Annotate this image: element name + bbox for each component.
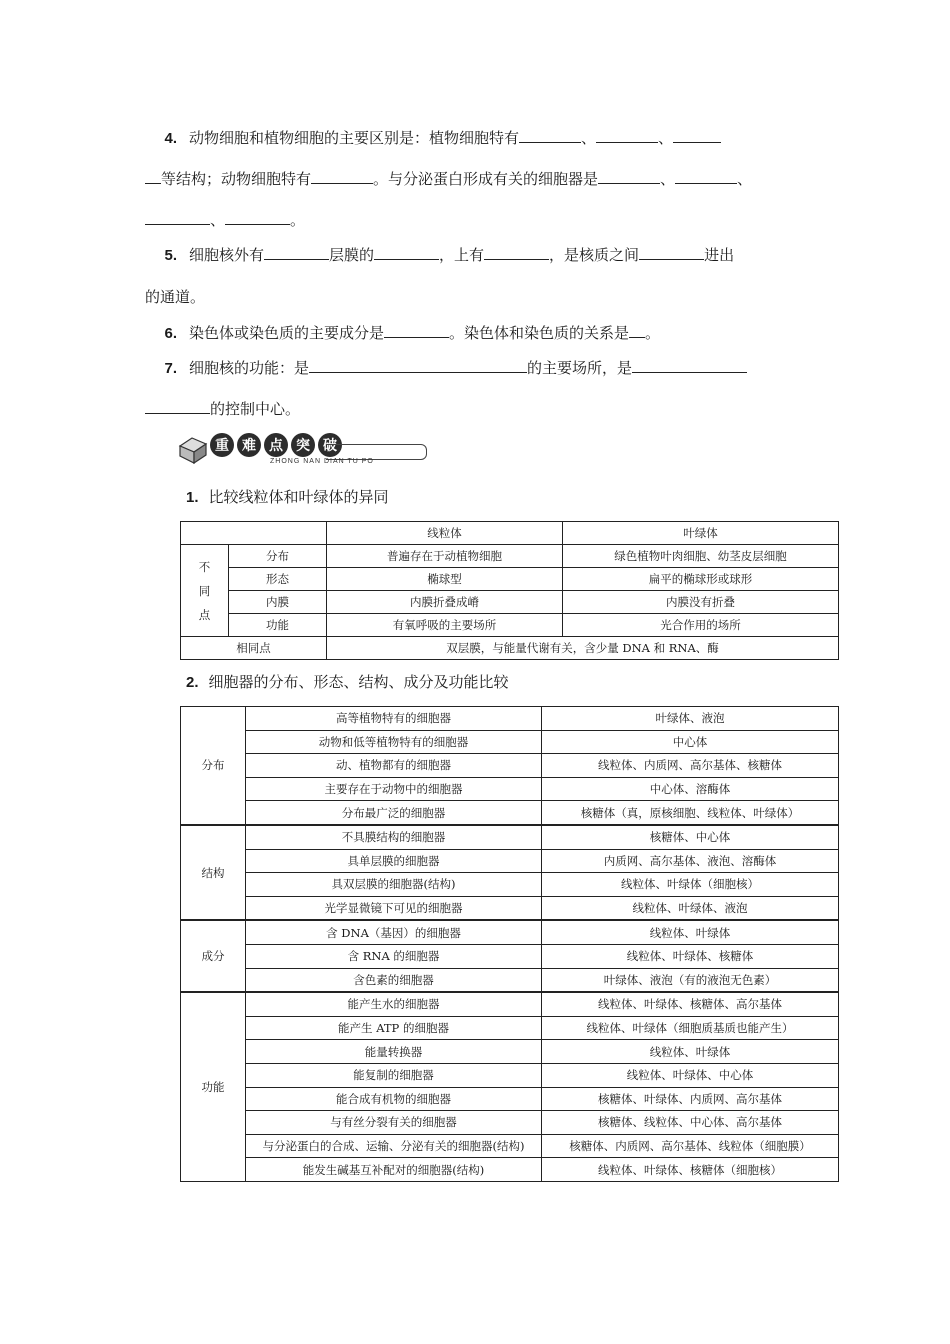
table-cell: 含 DNA（基因）的细胞器 [246,920,542,944]
blank[interactable] [632,358,747,373]
blank[interactable] [225,210,290,225]
table-cell: 核糖体（真，原核细胞、线粒体、叶绿体） [542,801,839,825]
diff-label: 不 同 点 [181,545,229,637]
table-cell: 中心体 [542,730,839,754]
row-label: 形态 [229,568,327,591]
table-cell: 能量转换器 [246,1040,542,1064]
table-cell: 核糖体、内质网、高尔基体、线粒体（细胞膜） [542,1134,839,1158]
table-cell: 动、植物都有的细胞器 [246,754,542,778]
table-cell: 具双层膜的细胞器(结构) [246,873,542,897]
table-cell: 线粒体、叶绿体、中心体 [542,1063,839,1087]
table-cell: 线粒体、叶绿体、核糖体、高尔基体 [542,992,839,1016]
table-cell: 普遍存在于动植物细胞 [327,545,563,568]
badge-title [210,433,342,457]
blank[interactable] [374,245,439,260]
section-badge [178,430,438,470]
badge-char: 点 [264,433,288,457]
table-cell: 高等植物特有的细胞器 [246,707,542,731]
table-cell: 与分泌蛋白的合成、运输、分泌有关的细胞器(结构) [246,1134,542,1158]
table-cell: 分布最广泛的细胞器 [246,801,542,825]
blank[interactable] [145,399,210,414]
blank[interactable] [145,210,210,225]
row-label: 内膜 [229,591,327,614]
table-cell: 线粒体、内质网、高尔基体、核糖体 [542,754,839,778]
table-cell: 能发生碱基互补配对的细胞器(结构) [246,1158,542,1182]
table-cell: 线粒体、叶绿体、核糖体（细胞核） [542,1158,839,1182]
group-label: 功能 [181,992,246,1181]
badge-char: 破 [318,433,342,457]
table-cell: 扁平的椭球形或球形 [563,568,839,591]
question-number: 6. [164,325,177,342]
blank[interactable] [673,128,721,143]
badge-char: 重 [210,433,234,457]
section-2-heading: 2. 细胞器的分布、形态、结构、成分及功能比较 [186,673,509,691]
table-cell: 中心体、溶酶体 [542,777,839,801]
blank[interactable] [596,128,658,143]
table-cell: 内膜折叠成嵴 [327,591,563,614]
badge-pinyin: ZHONG NAN DIAN TU PO [270,458,374,465]
column-header: 线粒体 [327,522,563,545]
table-cell: 线粒体、叶绿体（细胞核） [542,873,839,897]
table-cell: 内质网、高尔基体、液泡、溶酶体 [542,849,839,873]
table-cell: 光学显微镜下可见的细胞器 [246,896,542,920]
blank[interactable] [145,169,161,184]
blank[interactable] [384,323,449,338]
table-cell: 动物和低等植物特有的细胞器 [246,730,542,754]
table-cell: 能产生水的细胞器 [246,992,542,1016]
question-5-line-1: 5. 细胞核外有 层膜的 ，上有 ，是核质之间 进出 [145,245,810,266]
blank[interactable] [629,323,645,338]
table-cell: 能复制的细胞器 [246,1063,542,1087]
badge-char: 突 [291,433,315,457]
table-cell: 线粒体、叶绿体 [542,920,839,944]
same-value: 双层膜，与能量代谢有关，含少量 DNA 和 RNA、酶 [327,637,839,660]
table-cell: 有氧呼吸的主要场所 [327,614,563,637]
question-6: 6. 染色体或染色质的主要成分是 。染色体和染色质的关系是 。 [145,323,810,344]
table-cell: 光合作用的场所 [563,614,839,637]
blank[interactable] [309,358,527,373]
badge-char: 难 [237,433,261,457]
blank[interactable] [484,245,549,260]
question-5-line-2: 的通道。 [145,288,206,306]
same-label: 相同点 [181,637,327,660]
question-4-line-1: 4. 动物细胞和植物细胞的主要区别是：植物细胞特有 、 、 [145,128,810,149]
table-cell: 线粒体、叶绿体、核糖体 [542,944,839,968]
table-cell: 能合成有机物的细胞器 [246,1087,542,1111]
table-cell: 核糖体、中心体 [542,825,839,849]
blank[interactable] [598,169,660,184]
question-number: 5. [164,247,177,264]
corner-cell [181,522,327,545]
table-cell: 与有丝分裂有关的细胞器 [246,1111,542,1135]
table-cell: 绿色植物叶肉细胞、幼茎皮层细胞 [563,545,839,568]
table-cell: 核糖体、线粒体、中心体、高尔基体 [542,1111,839,1135]
table-cell: 含 RNA 的细胞器 [246,944,542,968]
blank[interactable] [311,169,373,184]
blank[interactable] [264,245,329,260]
group-label: 成分 [181,920,246,992]
blank[interactable] [675,169,737,184]
question-7-line-2: 的控制中心。 [145,399,810,419]
table-cell: 核糖体、叶绿体、内质网、高尔基体 [542,1087,839,1111]
question-number: 4. [164,130,177,147]
table-cell: 叶绿体、液泡（有的液泡无色素） [542,968,839,992]
group-label: 结构 [181,825,246,920]
cube-icon [178,434,208,464]
table-cell: 含色素的细胞器 [246,968,542,992]
table-cell: 不具膜结构的细胞器 [246,825,542,849]
mitochondria-chloroplast-table [180,521,839,660]
question-4-line-2: 等结构；动物细胞特有 。与分泌蛋白形成有关的细胞器是 、 、 [145,169,810,189]
table-cell: 线粒体、叶绿体 [542,1040,839,1064]
column-header: 叶绿体 [563,522,839,545]
table-cell: 椭球型 [327,568,563,591]
table-cell: 线粒体、叶绿体（细胞质基质也能产生） [542,1016,839,1040]
table-cell: 具单层膜的细胞器 [246,849,542,873]
question-4-line-3: 、 。 [145,210,810,230]
organelle-comparison-table [180,706,839,1182]
row-label: 分布 [229,545,327,568]
table-cell: 能产生 ATP 的细胞器 [246,1016,542,1040]
table-cell: 内膜没有折叠 [563,591,839,614]
table-cell: 主要存在于动物中的细胞器 [246,777,542,801]
row-label: 功能 [229,614,327,637]
blank[interactable] [639,245,704,260]
table-cell: 线粒体、叶绿体、液泡 [542,896,839,920]
section-1-heading: 1. 比较线粒体和叶绿体的异同 [186,488,389,506]
group-label: 分布 [181,707,246,825]
question-number: 7. [164,360,177,377]
blank[interactable] [519,128,581,143]
question-7-line-1: 7. 细胞核的功能：是 的主要场所，是 [145,358,810,379]
table-cell: 叶绿体、液泡 [542,707,839,731]
